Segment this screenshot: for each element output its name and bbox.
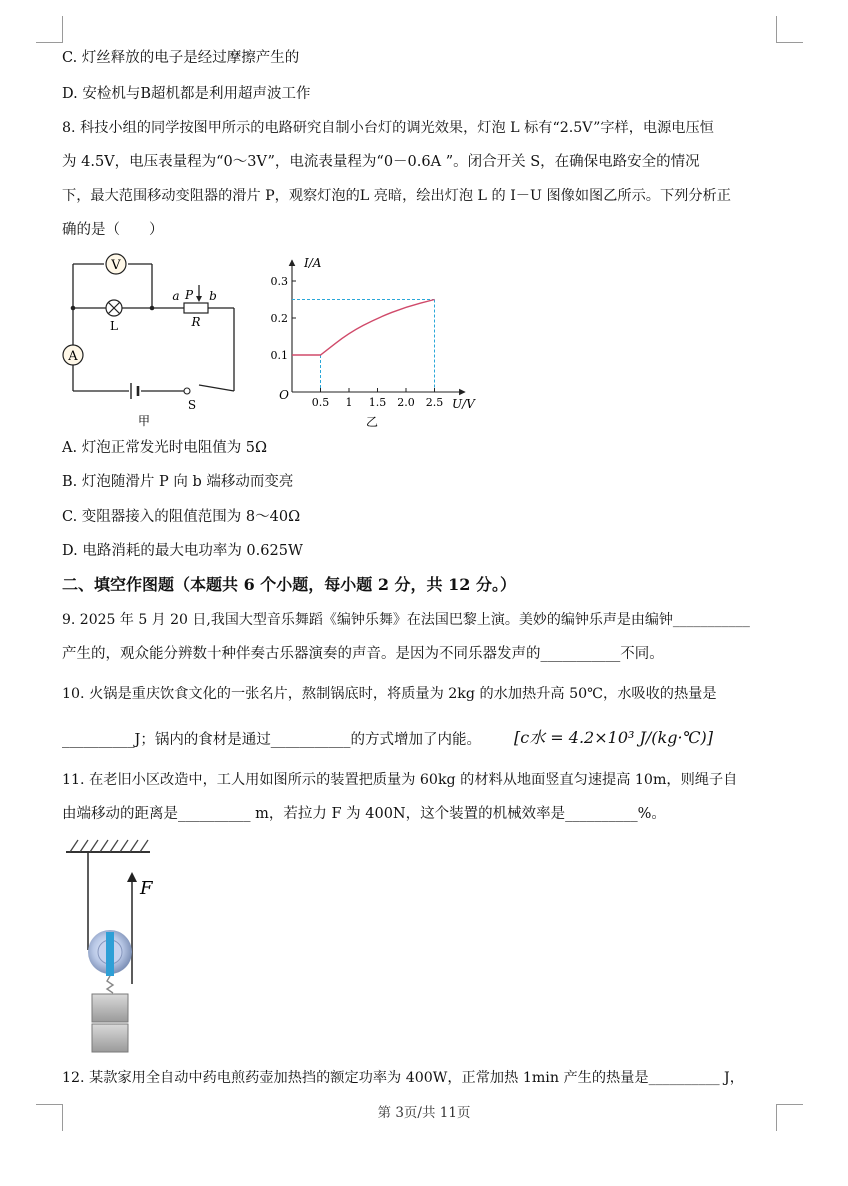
section-heading: 二、填空作图题（本题共 6 个小题，每小题 2 分，共 12 分。）	[62, 575, 516, 594]
page-number-footer: 第 3页/共 11页	[377, 1105, 471, 1121]
rheostat-end-b: b	[209, 289, 217, 303]
option-c-q8: C. 变阻器接入的阻值范围为 8～40Ω	[62, 509, 301, 525]
slider-label: P	[184, 288, 194, 302]
x-tick-label: 2.5	[425, 396, 444, 409]
ammeter-label: A	[68, 349, 78, 364]
y-axis-label: I/A	[304, 256, 322, 270]
x-tick-label: 0.5	[311, 396, 330, 409]
x-axis-label: U/V	[452, 397, 475, 411]
rheostat-end-a: a	[172, 289, 180, 303]
iu-curve	[292, 300, 435, 356]
question-8-line-1: 8. 科技小组的同学按图甲所示的电路研究自制小台灯的调光效果，灯泡 L 标有“2.5V”字样，电源电压恒	[62, 120, 714, 136]
question-12-line-1: 12. 某款家用全自动中药电煎药壶加热挡的额定功率为 400W，正常加热 1min 产生的热量是__________ J，	[62, 1070, 744, 1086]
circuit-caption: 甲	[137, 414, 151, 428]
option-a-q8: A. 灯泡正常发光时电阻值为 5Ω	[62, 440, 268, 456]
origin-label: O	[279, 388, 289, 402]
question-9-line-2: 产生的，观众能分辨数十种伴奏古乐器演奏的声音。是因为不同乐器发声的___________不同。	[62, 646, 664, 662]
question-10-line-2: __________J；锅内的食材是通过___________的方式增加了内能。	[62, 732, 482, 748]
option-c-q7: C. 灯丝释放的电子是经过摩擦产生的	[62, 50, 300, 66]
corner-mark-top-right	[776, 16, 803, 43]
x-tick-label: 1.5	[368, 396, 387, 409]
force-label: F	[140, 878, 153, 899]
question-8-line-2: 为 4.5V，电压表量程为“0～3V”，电流表量程为“0－0.6A ”。闭合开关 S，在确保电路安全的情况	[62, 154, 700, 170]
circuit-diagram	[56, 252, 256, 427]
y-tick-label: 0.2	[270, 312, 288, 325]
option-d-q7: D. 安检机与B超机都是利用超声波工作	[62, 86, 311, 102]
question-11-line-1: 11. 在老旧小区改造中，工人用如图所示的装置把质量为 60kg 的材料从地面竖直匀速提高 10m，则绳子自	[62, 772, 738, 788]
y-tick-label: 0.3	[270, 275, 288, 288]
x-tick-label: 1	[345, 396, 353, 409]
y-tick-label: 0.1	[270, 349, 288, 362]
question-11-line-2: 由端移动的距离是__________ m，若拉力 F 为 400N，这个装置的机械效率是__________%。	[62, 806, 666, 822]
corner-mark-top-left	[36, 16, 63, 43]
chart-caption: 乙	[365, 415, 379, 429]
lamp-label: L	[110, 319, 118, 333]
question-9-line-1: 9. 2025 年 5 月 20 日,我国大型音乐舞蹈《编钟乐舞》在法国巴黎上演。美妙的编钟乐声是由编钟___________	[62, 612, 750, 628]
question-8-line-3: 下，最大范围移动变阻器的滑片 P，观察灯泡的L 亮暗，绘出灯泡 L 的 I－U 图像如图乙所示。下列分析正	[62, 188, 731, 204]
voltmeter-label: V	[111, 258, 121, 273]
rheostat-label: R	[191, 315, 201, 329]
switch-label: S	[187, 398, 197, 412]
question-10-line-1: 10. 火锅是重庆饮食文化的一张名片，熬制锅底时，将质量为 2kg 的水加热升高 50℃，水吸收的热量是	[62, 686, 717, 702]
specific-heat-formula: [c水 = 4.2×10³ J/(kg·℃)]	[514, 728, 713, 747]
pulley-figure	[58, 836, 168, 1056]
iu-chart	[270, 250, 475, 430]
question-8-line-4: 确的是（ ）	[62, 222, 164, 238]
option-b-q8: B. 灯泡随滑片 P 向 b 端移动而变亮	[62, 474, 294, 490]
x-tick-label: 2.0	[397, 396, 415, 409]
option-d-q8: D. 电路消耗的最大电功率为 0.625W	[62, 543, 303, 559]
